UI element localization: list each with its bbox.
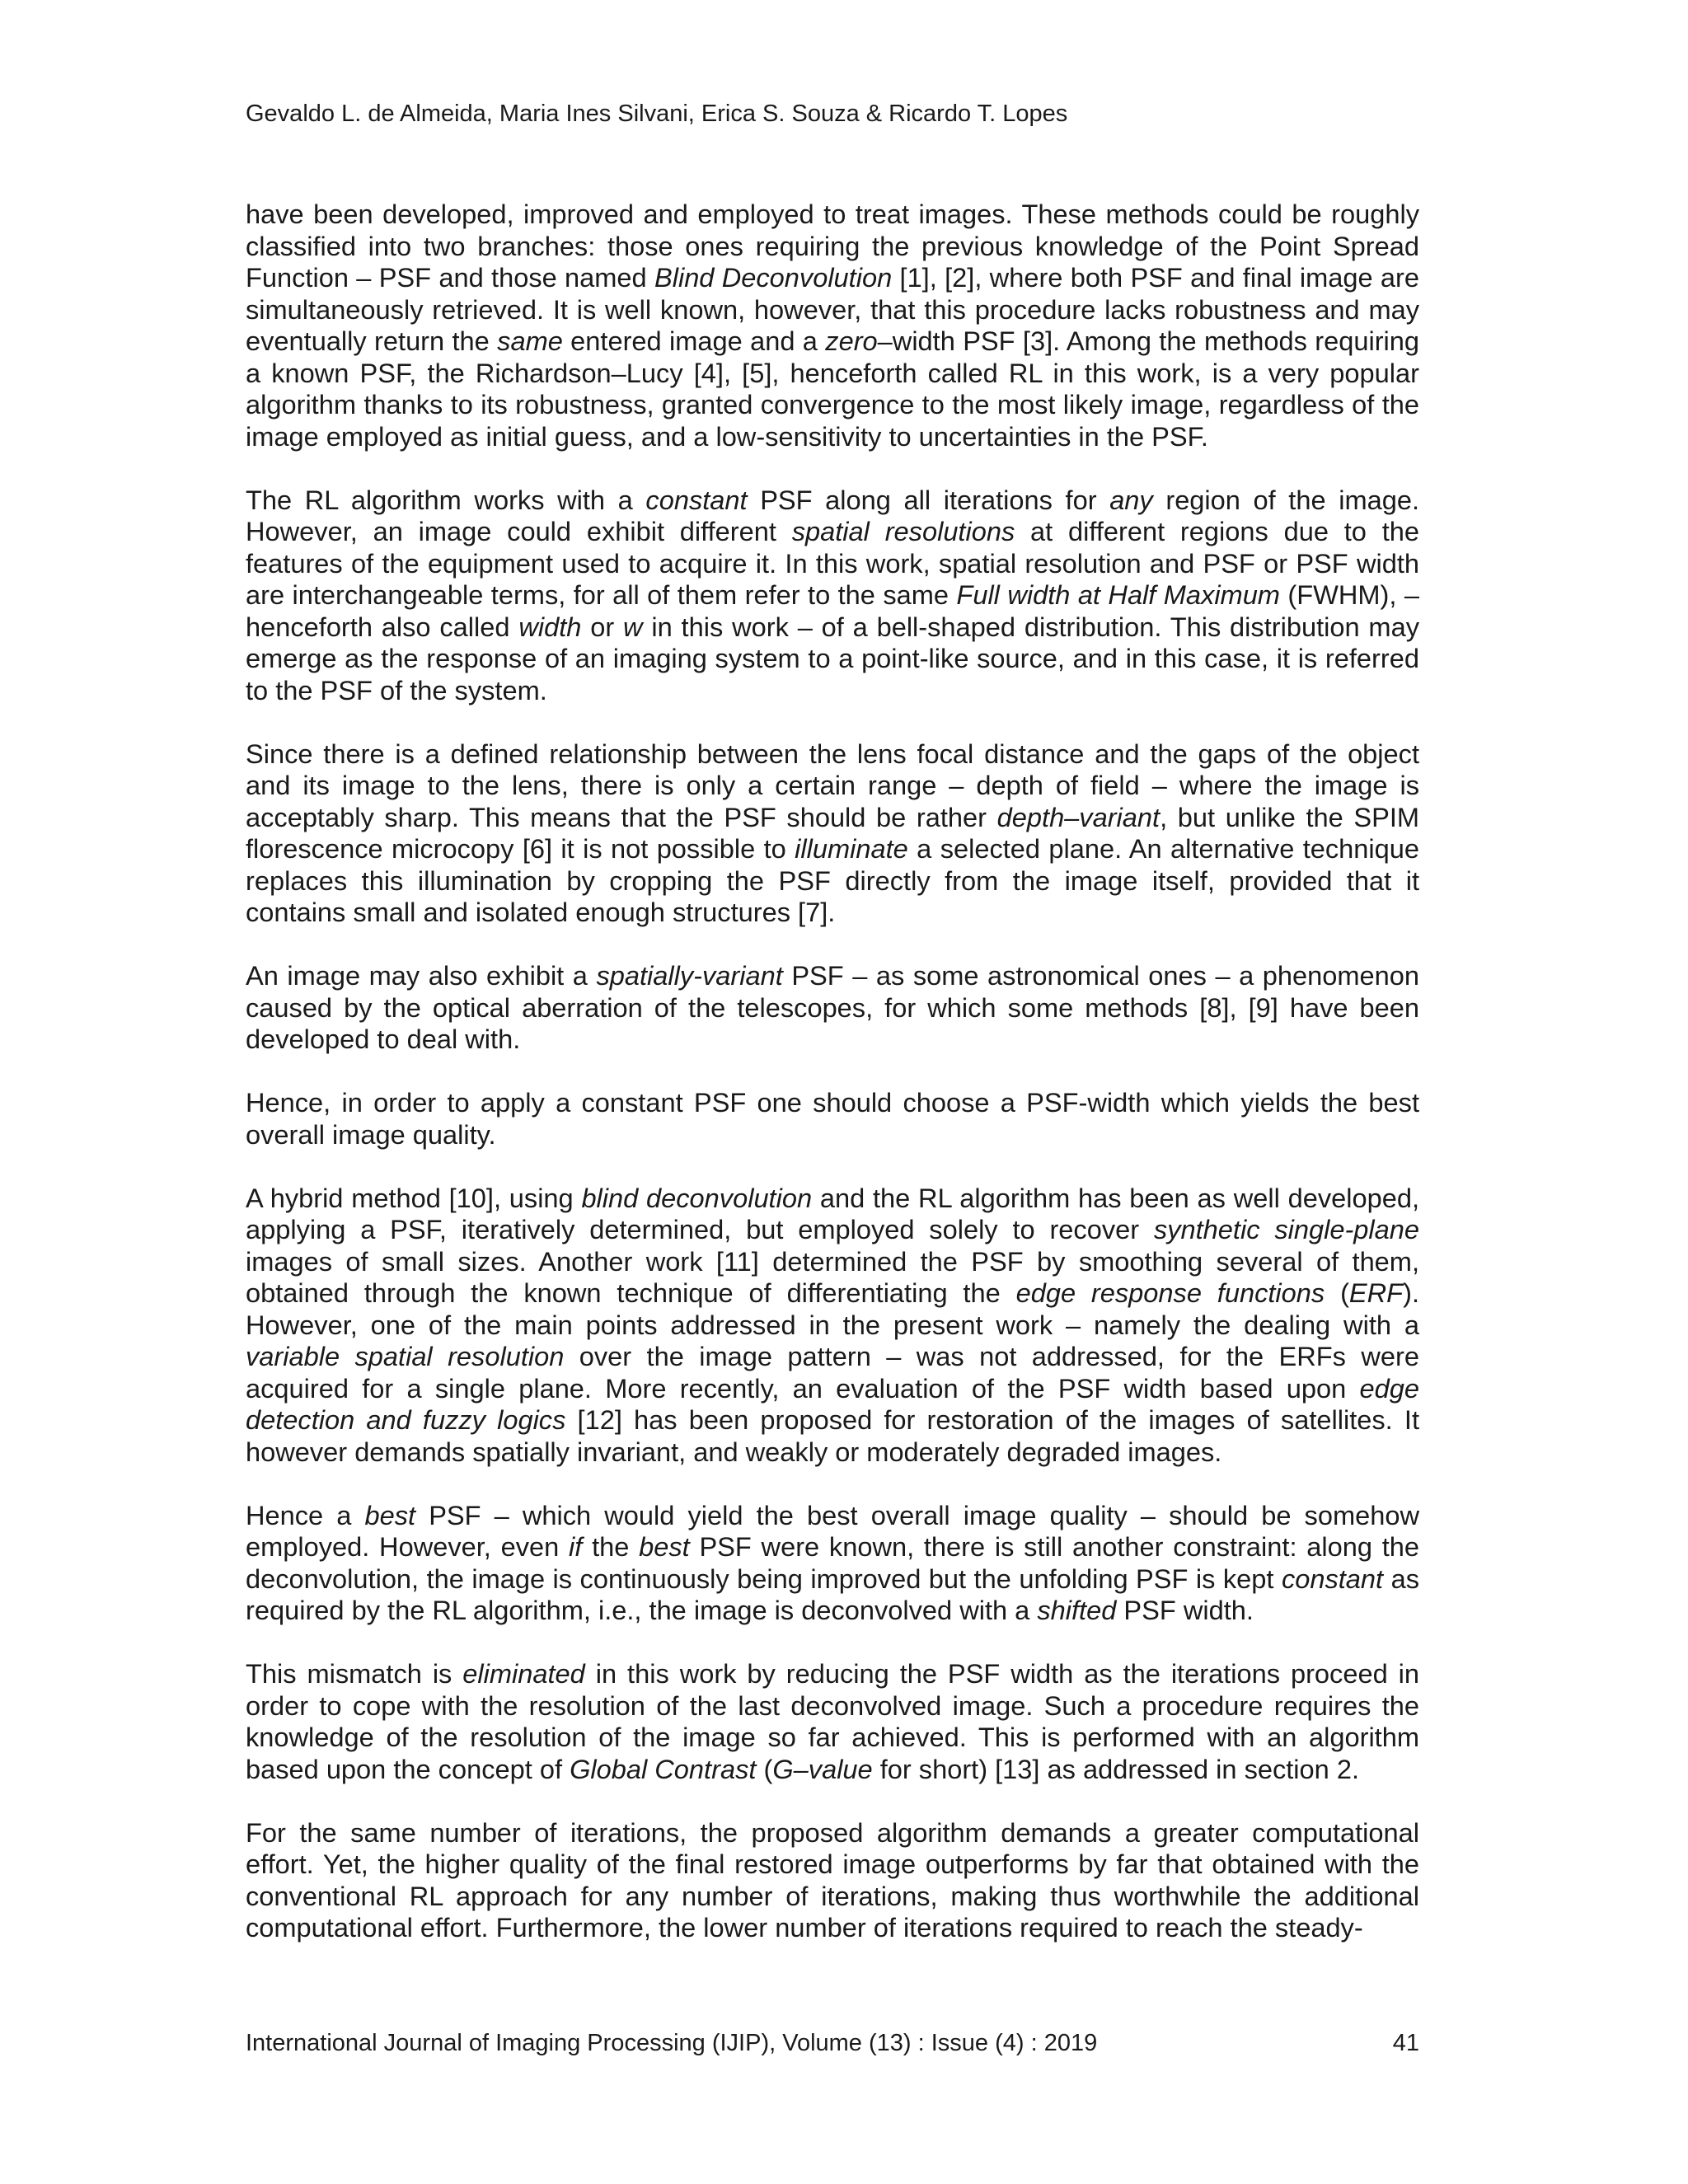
paragraph <box>246 1500 1419 1627</box>
emphasized-text: best <box>364 1499 416 1530</box>
emphasized-text: spatial resolutions <box>791 516 1015 546</box>
paragraph <box>246 960 1419 1056</box>
text-run: For the same number of iterations, the proposed algorithm demands a greater computational effort. Yet, the higher quality of the final restored image outperforms by far that obtained with the conventional RL approach for any number of iterations, making thus worthwhile the additional computational effort. Furthermore, the lower number of iterations required to reach the steady- <box>246 1816 1419 1943</box>
footer-journal-citation: International Journal of Imaging Processing (IJIP), Volume (13) : Issue (4) : 2019 <box>246 2030 1098 2056</box>
text-run: for short) [13] as addressed in section 2. <box>872 1753 1360 1784</box>
page-number: 41 <box>1392 2030 1419 2056</box>
text-run: –width PSF [3]. Among the methods requiring a known PSF, the Richardson–Lucy [4], [5], henceforth called RL in this work, is a very popular algorithm thanks to its robustness, granted convergence to the most likely image, regardless of the image employed as initial guess, and a low-sensitivity to uncertainties in the PSF. <box>246 326 1420 452</box>
emphasized-text: best <box>639 1531 690 1562</box>
text-run: The RL algorithm works with a <box>246 484 646 515</box>
text-run: as required by the RL algorithm, i.e., the image is deconvolved with a <box>246 1563 1419 1625</box>
emphasized-text: eliminated <box>462 1658 585 1689</box>
emphasized-text: Global Contrast <box>570 1753 757 1784</box>
emphasized-text: spatially-variant <box>596 960 783 991</box>
text-run: Hence a <box>246 1499 365 1530</box>
emphasized-text: synthetic single-plane <box>1153 1214 1420 1244</box>
text-run: or <box>581 611 624 642</box>
text-run: a selected plane. An alternative technique replaces this illumination by cropping the PSF directly from the image itself, provided that it contains small and isolated enough structures [7]. <box>246 833 1419 927</box>
emphasized-text: Full width at Half Maximum <box>956 579 1280 610</box>
text-run: at different regions due to the features of the equipment used to acquire it. In this work, spatial resolution and PSF or PSF width are interchangeable terms, for all of them refer to the same <box>246 516 1419 610</box>
text-run: PSF were known, there is still another constraint: along the deconvolution, the image is continuously being improved but the unfolding PSF is kept <box>246 1531 1420 1594</box>
text-run: ( <box>1325 1277 1349 1308</box>
paragraph <box>246 199 1419 452</box>
text-run: , but unlike the SPIM florescence microcopy [6] it is not possible to <box>246 801 1420 864</box>
running-header-authors: Gevaldo L. de Almeida, Maria Ines Silvani, Erica S. Souza & Ricardo T. Lopes <box>246 101 1068 127</box>
text-run: This mismatch is <box>246 1658 463 1689</box>
emphasized-text: G–value <box>772 1753 873 1784</box>
text-run: Since there is a defined relationship between the lens focal distance and the gaps of the object and its image to the lens, there is only a certain range – depth of field – where the image is acceptably sharp. This means that the PSF should be rather <box>246 738 1419 832</box>
text-run: over the image pattern – was not addressed, for the ERFs were acquired for a single plane. More recently, an evaluation of the PSF width based upon <box>246 1341 1419 1404</box>
emphasized-text: zero <box>825 326 878 356</box>
emphasized-text: Blind Deconvolution <box>654 262 893 293</box>
text-run: and the RL algorithm has been as well developed, applying a PSF, iteratively determined, but employed solely to recover <box>246 1182 1419 1244</box>
text-run: PSF width. <box>1116 1595 1254 1625</box>
text-run: in this work by reducing the PSF width as the iterations proceed in order to cope with the resolution of the last deconvolved image. Such a procedure requires the knowledge of the resolution of the image so far achieved. This is performed with an algorithm based upon the concept of <box>246 1658 1419 1784</box>
text-run: [12] has been proposed for restoration of the images of satellites. It however demands spatially invariant, and weakly or moderately degraded images. <box>246 1404 1419 1467</box>
emphasized-text: edge response functions <box>1015 1277 1325 1308</box>
emphasized-text: if <box>569 1531 583 1562</box>
emphasized-text: depth–variant <box>996 801 1160 832</box>
text-run: ). However, one of the main points addressed in the present work – namely the dealing with a <box>246 1277 1419 1340</box>
emphasized-text: constant <box>1281 1563 1384 1594</box>
text-run: Hence, in order to apply a constant PSF one should choose a PSF-width which yields the best overall image quality. <box>246 1087 1419 1150</box>
emphasized-text: same <box>497 326 563 356</box>
text-run: entered image and a <box>562 326 826 356</box>
text-run: A hybrid method [10], using <box>246 1182 582 1213</box>
text-run: the <box>582 1531 640 1562</box>
emphasized-text: illuminate <box>795 833 908 864</box>
text-run: PSF – which would yield the best overall image quality – should be somehow employed. However, even <box>246 1499 1419 1562</box>
text-run: in this work – of a bell-shaped distribution. This distribution may emerge as the response of an imaging system to a point-like source, and in this case, it is referred to the PSF of the system. <box>246 611 1419 705</box>
emphasized-text: width <box>518 611 582 642</box>
paragraph <box>246 1658 1419 1785</box>
text-run: [1], [2], where both PSF and final image are simultaneously retrieved. It is well known, however, that this procedure lacks robustness and may eventually return the <box>246 262 1419 356</box>
emphasized-text: any <box>1109 484 1153 515</box>
paragraph <box>246 1817 1419 1944</box>
text-run: have been developed, improved and employed to treat images. These methods could be roughly classified into two branches: those ones requiring the previous knowledge of the Point Spread Function – PSF and those named <box>246 199 1419 293</box>
text-run: ( <box>756 1753 773 1784</box>
paragraph <box>246 1087 1419 1151</box>
paragraph <box>246 738 1419 929</box>
emphasized-text: ERF <box>1348 1277 1404 1308</box>
emphasized-text: edge detection and fuzzy logics <box>246 1372 1419 1435</box>
emphasized-text: variable spatial resolution <box>246 1341 565 1371</box>
text-run: (FWHM), – henceforth also called <box>246 579 1419 642</box>
text-run: An image may also exhibit a <box>246 960 597 991</box>
text-run: images of small sizes. Another work [11] determined the PSF by smoothing several of them, obtained through the known technique of differentiating the <box>246 1245 1419 1308</box>
emphasized-text: constant <box>645 484 748 515</box>
text-run: PSF along all iterations for <box>747 484 1110 515</box>
emphasized-text: blind deconvolution <box>581 1182 813 1213</box>
body-text <box>246 199 1419 1944</box>
text-run: PSF – as some astronomical ones – a phenomenon caused by the optical aberration of the telescopes, for which some methods [8], [9] have been developed to deal with. <box>246 960 1419 1054</box>
emphasized-text: w <box>623 611 643 642</box>
emphasized-text: shifted <box>1037 1595 1117 1625</box>
paragraph <box>246 1183 1419 1469</box>
paragraph <box>246 485 1419 707</box>
text-run: region of the image. However, an image could exhibit different <box>246 484 1420 546</box>
